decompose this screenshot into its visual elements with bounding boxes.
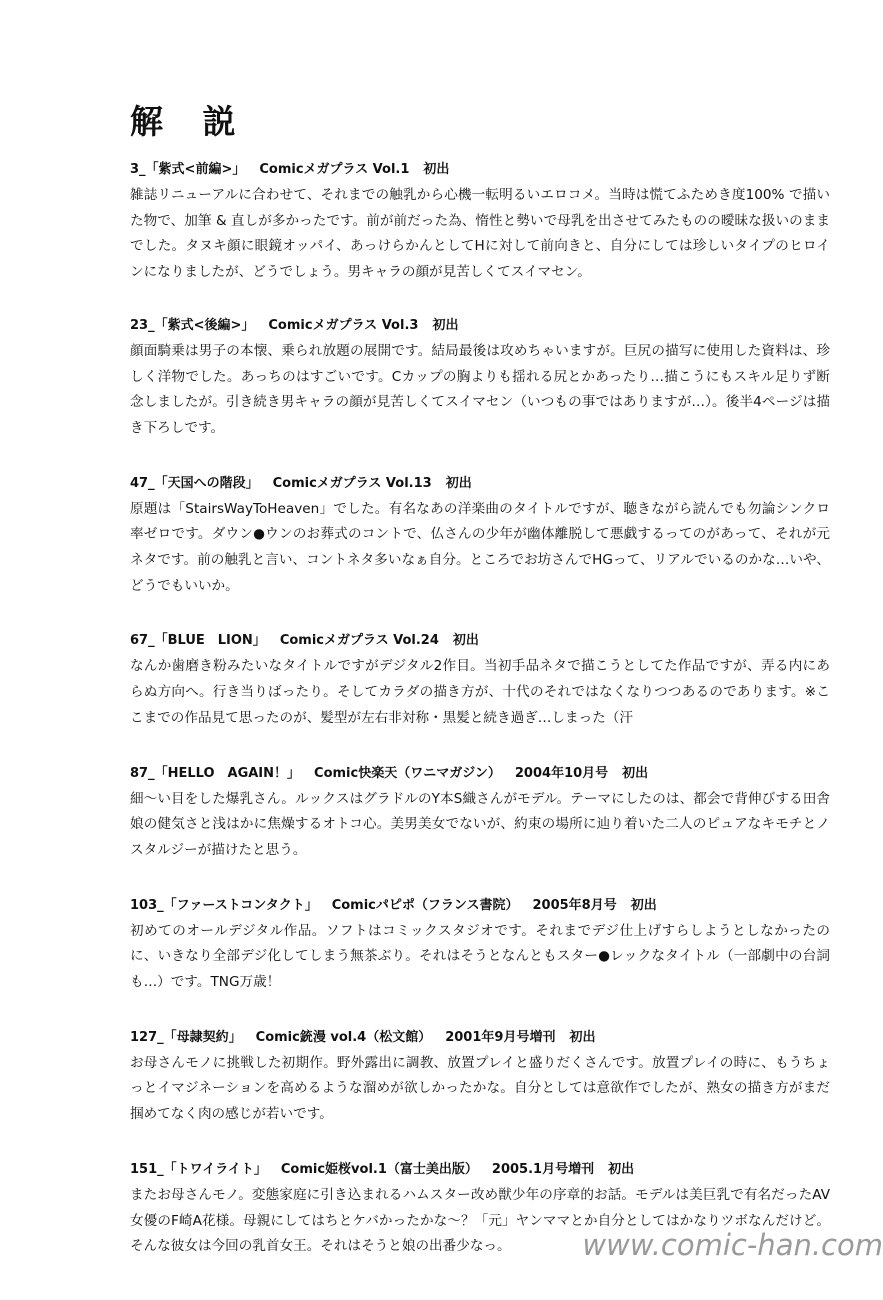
entry-source: Comic姫桜vol.1（富士美出版） [280,1161,478,1177]
entry-source: Comicパピポ（フランス書院） [331,897,519,913]
entry [130,896,830,996]
entry-heading [130,160,830,180]
entry-status: 初出 [423,162,450,177]
entry-title: 「天国への階段」 [154,475,259,491]
entry-page-number: 103_ [130,897,164,913]
entry-body: 細～い目をした爆乳さん。ルックスはグラドルのY本S織さんがモデル。テーマにしたのは、都会で背伸びする田舎娘の健気さと浅はかに焦燥するオトコ心。美男美女でないが、約束の場所に辿り着いた二人のピュアなキモチとノスタルジーが描けたと思う。 [130,790,830,858]
entry-status: 初出 [432,317,459,333]
entries-list [130,160,830,1292]
entry-title: 「紫式<後編>」 [154,317,255,333]
entry-status: 初出 [630,897,657,913]
entry-heading [130,631,830,651]
entry-title: 「紫式<前編>」 [145,162,246,177]
entry-body: お母さんモノに挑戦した初期作。野外露出に調教、放置プレイと盛りだくさんです。放置プレイの時に、もうちょっとイマジネーションを高めるような溜めが欲しかったかな。自分としては意欲作でしたが、熟女の描き方がまだ掴めてなく肉の感じが若いです。 [130,1054,830,1123]
entry-status: 初出 [569,1029,596,1045]
entry-body: なんか歯磨き粉みたいなタイトルですがデジタル2作目。当初手品ネタで描こうとしてた作品ですが、弄る内にあらぬ方向へ。行き当りばったり。そしてカラダの描き方が、十代のそれではなくなりつつあるのであります。※ここまでの作品見て思ったのが、髪型が左右非対称・黒髪と続き過ぎ…しまった（汗 [130,658,830,726]
entry-body: 原題は「StairsWayToHeaven」でした。有名なあの洋楽曲のタイトルですが、聴きながら読んでも勿論シンクロ率ゼロです。ダウン●ウンのお葬式のコントで、仏さんの少年が幽体離脱して悪戯するってのがあって、それが元ネタです。前の触乳と言い、コントネタ多いなぁ自分。ところでお坊さんでHGって、リアルでいるのかな…いや、どうでもいいか。 [130,500,830,594]
entry [130,1028,830,1128]
entry-status: 初出 [445,475,472,491]
entry-source: Comicメガプラス Vol.24 [279,633,439,649]
entry-title: 「ファーストコンタクト」 [163,897,318,913]
entry [130,764,830,864]
entry-heading [130,1028,830,1048]
entry [130,631,830,731]
entry-title: 「母隷契約」 [163,1029,242,1045]
entry-page-number: 3_ [130,162,146,177]
entry-date: 2005年8月号 [532,897,617,913]
entry-page-number: 151_ [130,1161,164,1177]
watermark-text: www.comic-han.com [582,1228,883,1262]
entry-source: Comicメガプラス Vol.1 [259,162,410,177]
entry-page-number: 127_ [130,1029,164,1045]
entry-date: 2001年9月号増刊 [445,1029,556,1045]
entry-title: 「HELLO AGAIN！」 [154,765,301,781]
entry-status: 初出 [452,633,479,649]
entry-body: またお母さんモノ。変態家庭に引き込まれるハムスター改め獣少年の序章的お話。モデルは美巨乳で有名だったAV女優のF崎A花様。母親にしてはちとケバかったかな～？「元」ヤンママとか自分としてはかなりツボなんだけど。そんな彼女は今回の乳首女王。それはそうと娘の出番少なっ。 [130,1186,830,1255]
entry [130,474,830,600]
entry-page-number: 23_ [130,317,155,333]
entry-source: Comic快楽天（ワニマガジン） [314,765,501,781]
entry-source: Comic銃漫 vol.4（松文館） [255,1029,432,1045]
entry-source: Comicメガプラス Vol.13 [272,475,432,491]
entry-heading [130,896,830,916]
entry-title: 「BLUE LION」 [154,633,266,649]
entry-body: 雑誌リニューアルに合わせて、それまでの触乳から心機一転明るいエロコメ。当時は慌てふためき度100% で描いた物で、加筆 & 直しが多かったです。前が前だった為、惰性と勢いで母乳を出させてみたものの曖昧な扱いのままでした。タヌキ顔に眼鏡オッパイ、あっけらかんとしてHに対して前向きと、自分にしては珍しいタイプのヒロインになりましたが、どうでしょう。男キャラの顔が見苦しくてスイマセン。 [130,187,830,281]
entry-heading [130,764,830,784]
entry-status: 初出 [608,1161,635,1177]
entry-page-number: 47_ [130,475,155,491]
entry [130,160,830,286]
entry-heading [130,474,830,494]
entry-heading [130,1160,830,1180]
entry-page-number: 67_ [130,633,155,649]
entry-heading [130,316,830,336]
entry-date: 2004年10月号 [514,765,609,781]
entry-body: 初めてのオールデジタル作品。ソフトはコミックスタジオです。それまでデジ仕上げすらしようとしなかったのに、いきなり全部デジ化してしまう無茶ぶり。それはそうとなんともスター●レックなタイトル（一部劇中の台詞も…）です。TNG万歳！ [130,922,830,991]
entry-date: 2005.1月号増刊 [491,1161,595,1177]
entry-source: Comicメガプラス Vol.3 [268,317,419,333]
page-title: 解 説 [130,102,250,141]
entry-body: 顔面騎乗は男子の本懐、乗られ放題の展開です。結局最後は攻めちゃいますが。巨尻の描写に使用した資料は、珍しく洋物でした。あっちのはすごいです。Cカップの胸よりも揺れる尻とかあったり…描こうにもスキル足りず断念しましたが。引き続き男キャラの顔が見苦しくてスイマセン（いつもの事ではありますが…）。後半4ページは描き下ろしです。 [130,342,830,436]
entry-status: 初出 [622,765,649,781]
entry [130,316,830,442]
entry-title: 「トワイライト」 [163,1161,267,1177]
entry-page-number: 87_ [130,765,155,781]
